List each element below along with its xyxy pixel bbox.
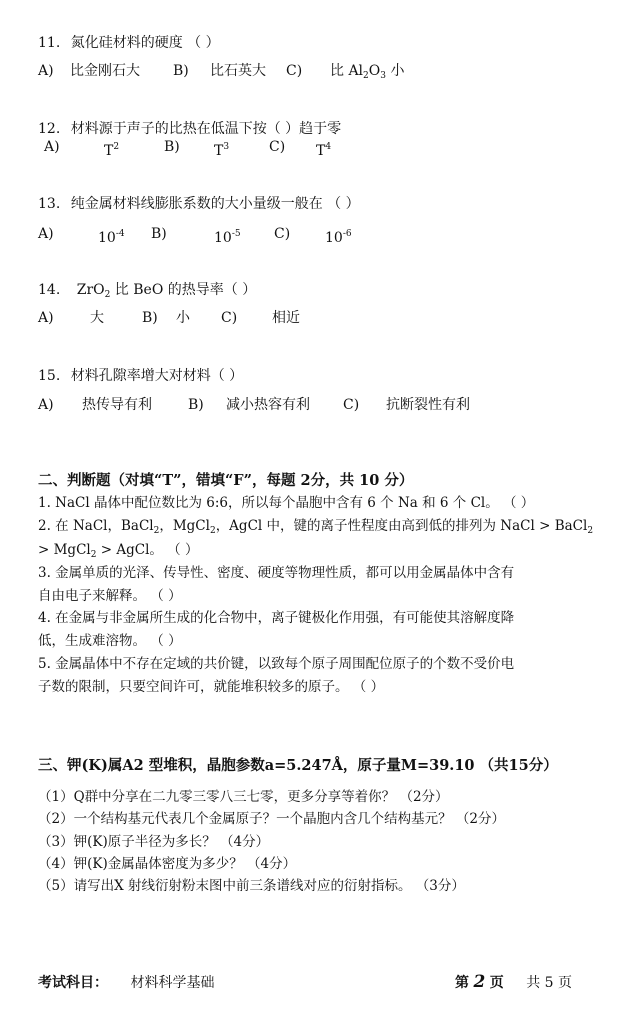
tf-text: ，MgCl — [159, 518, 210, 534]
tf-item-3-cont: 自由电子来解释。 （ ） — [38, 588, 182, 604]
calc-item-1: （1）Q群中分享在二九零三零八三七零，更多分享等着你？ （2分） — [38, 789, 449, 805]
section-2-title: 二、判断题（对填“T”，错填“F”，每题 2分，共 10 分） — [38, 472, 414, 489]
page-suffix: 页 — [489, 975, 504, 991]
question-15 — [38, 367, 243, 385]
question-13 — [38, 195, 360, 213]
option-text: 热传导有利 — [82, 397, 152, 413]
question-14 — [38, 281, 256, 304]
question-15-options — [38, 396, 598, 414]
subscript: 2 — [587, 526, 594, 536]
option-label: B) — [173, 63, 189, 79]
option-label: A) — [38, 63, 54, 79]
option-text: 比石英大 — [210, 63, 266, 79]
tf-text: > MgCl — [38, 542, 91, 558]
formula-subscript: 2 — [104, 290, 111, 300]
question-11 — [38, 34, 220, 52]
page-prefix: 第 — [455, 975, 469, 991]
tf-text: > AgCl。 （ ） — [96, 542, 199, 558]
option-text: 大 — [90, 310, 104, 326]
tf-item-2 — [38, 517, 593, 540]
exponent: -4 — [115, 229, 125, 239]
tf-item-4: 4. 在金属与非金属所生成的化合物中，离子键极化作用强，有可能使其溶解度降 — [38, 610, 515, 626]
option-label: C) — [269, 139, 286, 155]
option-text — [214, 138, 229, 160]
subject-name: 材料科学基础 — [130, 975, 215, 991]
option-text — [214, 225, 241, 247]
option-label: C) — [274, 226, 291, 242]
base: 10 — [214, 230, 232, 246]
question-11-options — [38, 62, 598, 80]
option-label: B) — [151, 226, 167, 242]
footer-page — [455, 972, 572, 992]
stem-text: 比 BeO 的热导率（ ） — [110, 282, 257, 298]
page-total: 共 5 页 — [526, 975, 573, 991]
question-stem — [77, 282, 257, 298]
question-number: 15. — [38, 368, 61, 384]
superscript: 2 — [113, 142, 120, 152]
question-12 — [38, 120, 341, 138]
exponent: -5 — [231, 229, 241, 239]
subject-label: 考试科目： — [38, 975, 108, 991]
question-stem: 材料孔隙率增大对材料（ ） — [70, 368, 244, 384]
superscript: 4 — [325, 142, 332, 152]
option-label: C) — [343, 397, 360, 413]
base: 10 — [98, 230, 116, 246]
option-text — [104, 138, 119, 160]
footer-subject — [38, 972, 214, 992]
option-label: A) — [38, 226, 54, 242]
option-text: 减小热容有利 — [226, 397, 310, 413]
symbol: T — [214, 143, 224, 159]
calc-item-4: （4）钾(K)金属晶体密度为多少？ （4分） — [38, 856, 297, 872]
tf-item-1: 1. NaCl 晶体中配位数比为 6:6，所以每个晶胞中含有 6 个 Na 和 6 个 Cl。 （ ） — [38, 495, 535, 511]
formula-part: 小 — [386, 63, 405, 79]
option-label: A) — [44, 139, 60, 155]
symbol: T — [104, 143, 114, 159]
question-number: 14. — [38, 282, 61, 298]
option-text — [330, 62, 404, 85]
tf-item-3: 3. 金属单质的光泽、传导性、密度、硬度等物理性质，都可以用金属晶体中含有 — [38, 565, 515, 581]
page-number: 2 — [473, 972, 486, 992]
option-text: 抗断裂性有利 — [386, 397, 470, 413]
option-label: B) — [188, 397, 204, 413]
formula-subscript: 2 — [363, 71, 369, 81]
superscript: 3 — [223, 142, 230, 152]
option-text — [316, 138, 331, 160]
option-text — [98, 225, 125, 247]
formula: ZrO — [76, 282, 105, 298]
option-label: A) — [38, 397, 54, 413]
question-14-options — [38, 309, 598, 327]
formula-part: 比 Al — [330, 63, 364, 79]
option-text — [325, 225, 352, 247]
option-text: 小 — [176, 310, 190, 326]
option-label: B) — [142, 310, 158, 326]
option-label: C) — [221, 310, 238, 326]
base: 10 — [325, 230, 343, 246]
question-12-options — [44, 138, 604, 159]
tf-item-5-cont: 子数的限制，只要空间许可，就能堆积较多的原子。 （ ） — [38, 679, 385, 695]
option-text: 相近 — [272, 310, 300, 326]
question-stem: 氮化硅材料的硬度 （ ） — [70, 35, 220, 51]
question-number: 12. — [38, 121, 61, 137]
tf-item-2-cont — [38, 541, 198, 564]
calc-item-3: （3）钾(K)原子半径为多长？ （4分） — [38, 834, 270, 850]
subscript: 2 — [153, 526, 160, 536]
symbol: T — [316, 143, 326, 159]
question-stem: 材料源于声子的比热在低温下按（ ）趋于零 — [70, 121, 342, 137]
tf-item-4-cont: 低，生成难溶物。 （ ） — [38, 633, 182, 649]
option-label: A) — [38, 310, 54, 326]
tf-text: ，AgCl 中，键的离子性程度由高到低的排列为 NaCl > BaCl — [215, 518, 588, 534]
subscript: 2 — [209, 526, 216, 536]
question-number: 11. — [38, 35, 61, 51]
subscript: 2 — [90, 550, 97, 560]
option-label: C) — [286, 63, 303, 79]
option-label: B) — [164, 139, 180, 155]
tf-text: 2. 在 NaCl，BaCl — [38, 518, 154, 534]
formula-subscript: 3 — [380, 71, 386, 81]
question-13-options — [38, 225, 598, 246]
section-3-title: 三、钾(K)属A2 型堆积，晶胞参数a=5.247Å，原子量M=39.10 （共15分） — [38, 757, 558, 774]
exponent: -6 — [342, 229, 352, 239]
calc-item-5: （5）请写出X 射线衍射粉末图中前三条谱线对应的衍射指标。 （3分） — [38, 878, 465, 894]
question-number: 13. — [38, 196, 61, 212]
tf-item-5: 5. 金属晶体中不存在定域的共价键，以致每个原子周围配位原子的个数不受价电 — [38, 656, 515, 672]
question-stem: 纯金属材料线膨胀系数的大小量级一般在 （ ） — [70, 196, 360, 212]
calc-item-2: （2）一个结构基元代表几个金属原子？一个晶胞内含几个结构基元？ （2分） — [38, 811, 505, 827]
option-text: 比金刚石大 — [70, 63, 140, 79]
formula-part: O — [368, 63, 381, 79]
